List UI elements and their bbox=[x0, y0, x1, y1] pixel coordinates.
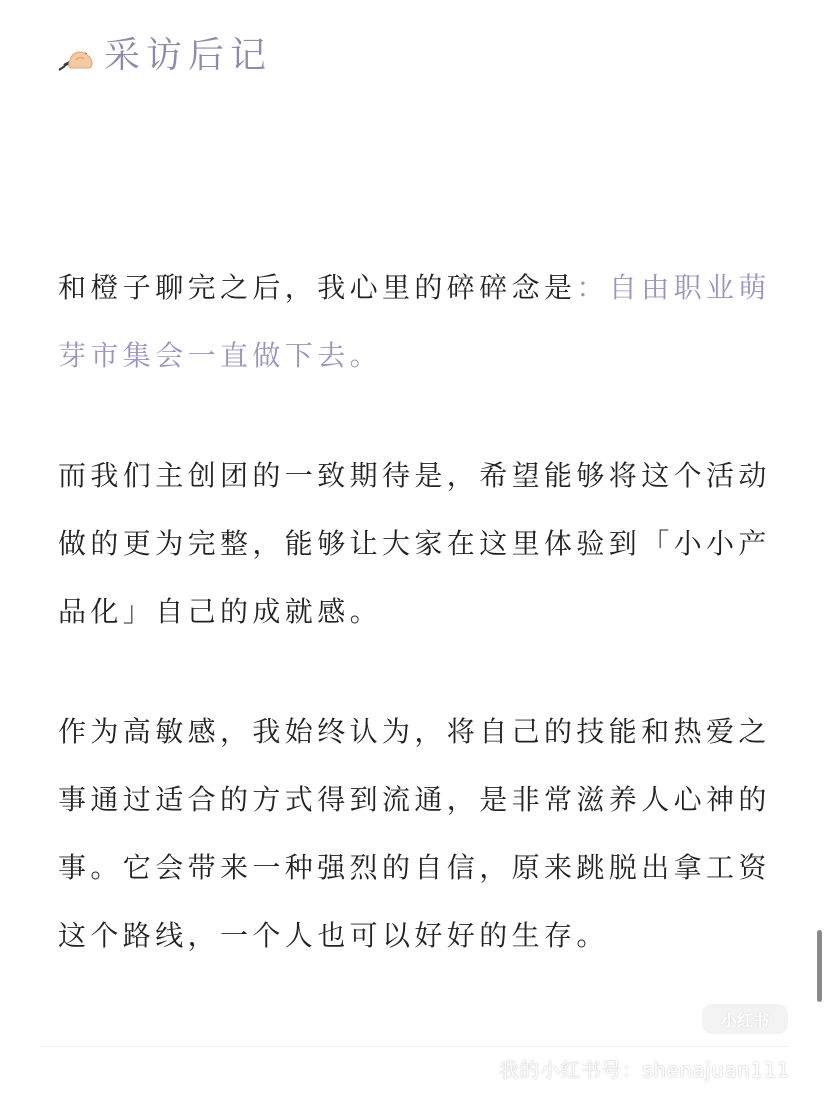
divider bbox=[40, 1046, 788, 1047]
article-body bbox=[58, 254, 778, 970]
paragraph-1-text: 和橙子聊完之后，我心里的碎碎念是 bbox=[58, 271, 577, 304]
section-title: 采访后记 bbox=[104, 34, 273, 76]
section-header bbox=[56, 28, 272, 76]
scrollbar-thumb[interactable] bbox=[817, 930, 822, 1002]
paragraph-1 bbox=[58, 254, 778, 390]
paragraph-1-highlight: ：自由职业萌芽市集会一直做下去。 bbox=[58, 271, 771, 372]
writing-hand-icon bbox=[56, 30, 100, 74]
watermark-logo: 小红书 bbox=[702, 1004, 788, 1034]
watermark-text: 我的小红书号：shenajuan111 bbox=[498, 1058, 790, 1082]
paragraph-2: 而我们主创团的一致期待是，希望能够将这个活动做的更为完整，能够让大家在这里体验到「小小产品化」自己的成就感。 bbox=[58, 459, 771, 628]
paragraph-3: 作为高敏感，我始终认为，将自己的技能和热爱之事通过适合的方式得到流通，是非常滋养人心神的事。它会带来一种强烈的自信，原来跳脱出拿工资这个路线，一个人也可以好好的生存。 bbox=[58, 715, 771, 952]
